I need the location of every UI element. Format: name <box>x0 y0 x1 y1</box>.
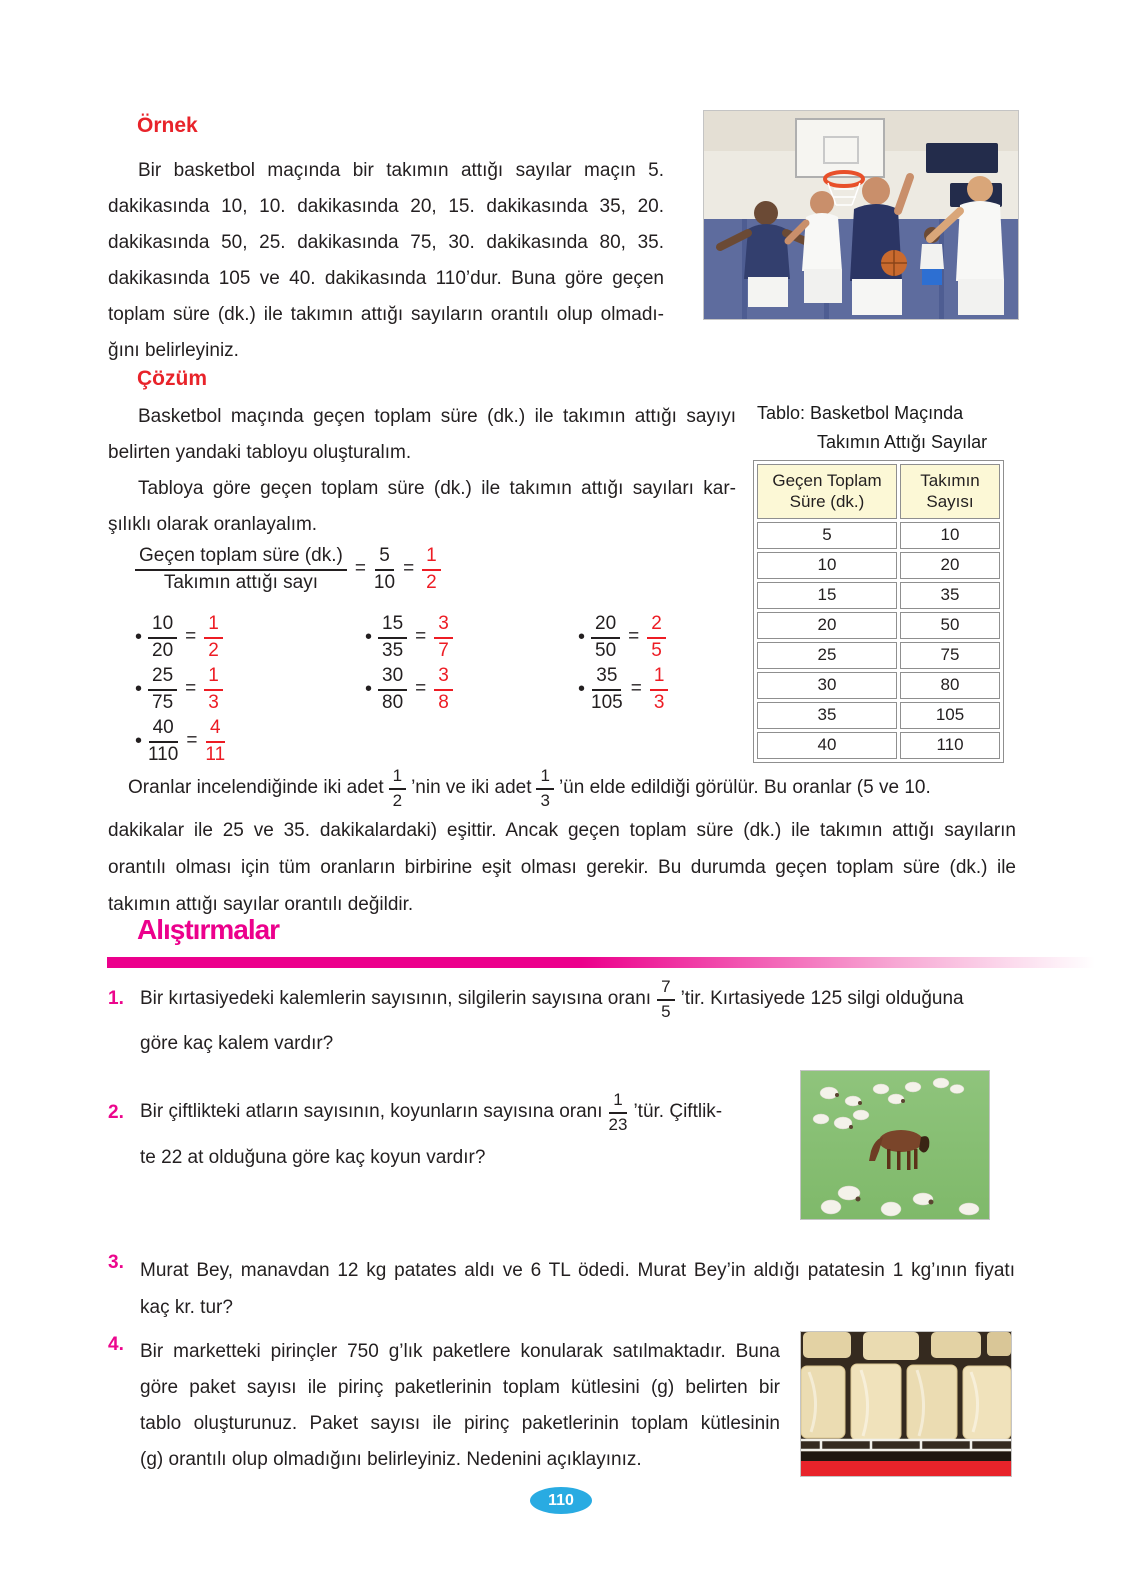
exercise3-line2: kaç kr. tur? <box>140 1297 233 1318</box>
exercise3 <box>140 1252 1015 1326</box>
numerator: 1 <box>204 666 223 691</box>
conclusion-line: dakikalar ile 25 ve 35. dakikalardaki) eşittir. Ancak geçen toplam süre (dk.) ile takımın attığı sayıların <box>108 820 1016 841</box>
numerator: 4 <box>206 718 225 743</box>
solution-line: Tabloya göre geçen toplam süre (dk.) ile takımın attığı sayıları kar- <box>138 478 736 499</box>
fraction <box>148 666 177 713</box>
fraction <box>378 666 407 713</box>
fraction <box>374 546 395 593</box>
exercise2-line1 <box>140 1088 840 1136</box>
header-text: Süre (dk.) <box>789 492 865 512</box>
exercises-divider-bar <box>107 957 1095 968</box>
fraction <box>591 666 623 713</box>
equals-sign: = <box>630 678 642 700</box>
exercise2-line2: te 22 at olduğuna göre kaç koyun vardır? <box>140 1147 486 1168</box>
numerator: 1 <box>650 666 669 691</box>
numerator: 3 <box>434 666 453 691</box>
basketball-score-table <box>753 460 1004 763</box>
fraction-result <box>205 718 225 765</box>
table-row <box>757 612 1000 639</box>
exercise4-number: 4. <box>108 1334 124 1355</box>
equals-sign: = <box>403 558 415 580</box>
exercise3-line1: Murat Bey, manavdan 12 kg patates aldı ve 6 TL ödedi. Murat Bey’in aldığı patatesin 1 kg’ının fiyatı <box>140 1260 1015 1281</box>
table-row <box>757 642 1000 669</box>
denominator: 11 <box>205 743 226 765</box>
cell: 5 <box>757 522 897 549</box>
table-row <box>757 672 1000 699</box>
denominator: 110 <box>148 743 179 765</box>
bullet-icon: • <box>135 677 143 700</box>
exercise1-line2: göre kaç kalem vardır? <box>140 1033 334 1054</box>
cell: 105 <box>900 702 1000 729</box>
denominator: 5 <box>651 639 662 661</box>
equals-sign: = <box>415 626 427 648</box>
ratio-label-fraction <box>135 546 347 593</box>
numerator: 40 <box>149 718 178 743</box>
cell: 80 <box>900 672 1000 699</box>
numerator: 10 <box>148 614 177 639</box>
denominator: 35 <box>382 639 404 661</box>
rice-packages-photo <box>800 1331 1012 1477</box>
solution-heading: Çözüm <box>137 367 207 390</box>
table-row <box>757 552 1000 579</box>
denominator: 23 <box>608 1114 628 1134</box>
denominator: 2 <box>208 639 219 661</box>
bullet-icon: • <box>135 625 143 648</box>
equals-sign: = <box>185 678 197 700</box>
exercises-heading: Alıştırmalar <box>137 914 280 945</box>
exercise-text: ’tir. Kırtasiyede 125 silgi olduğuna <box>680 988 964 1009</box>
example-heading: Örnek <box>137 114 198 137</box>
cell: 20 <box>757 612 897 639</box>
inline-fraction <box>389 767 406 810</box>
table-row <box>757 582 1000 609</box>
numerator: 1 <box>204 614 223 639</box>
cell: 15 <box>757 582 897 609</box>
fraction <box>148 614 177 661</box>
conclusion-text: ’nin ve iki adet <box>411 777 532 798</box>
exercise3-number: 3. <box>108 1252 124 1273</box>
exercise1-number: 1. <box>108 988 124 1009</box>
numerator: 7 <box>657 978 674 1001</box>
equals-sign: = <box>415 678 427 700</box>
numerator: 5 <box>375 546 394 571</box>
denominator: 50 <box>595 639 617 661</box>
numerator: 25 <box>148 666 177 691</box>
fraction-result <box>434 614 453 661</box>
numerator: 1 <box>536 767 553 790</box>
exercise4-line: (g) orantılı olup olmadığını belirleyiniz. Nedenini açıklayınız. <box>140 1449 642 1470</box>
page-number-badge <box>530 1487 592 1514</box>
exercise2 <box>140 1088 840 1176</box>
numerator: 3 <box>434 614 453 639</box>
cell: 10 <box>757 552 897 579</box>
table-header-col2 <box>900 464 1000 519</box>
exercise4-line: tablo oluşturunuz. Paket sayısı ile pirinç paketlerinin toplam kütlesinin <box>140 1413 780 1434</box>
pasture-illustration <box>801 1071 989 1219</box>
fraction-result <box>204 614 223 661</box>
bullet-icon: • <box>578 677 586 700</box>
basketball-match-illustration <box>704 111 1018 319</box>
ratio-item <box>578 666 668 713</box>
exercise2-number: 2. <box>108 1102 124 1123</box>
example-paragraph <box>108 153 664 369</box>
conclusion-line1 <box>108 764 1016 812</box>
cell: 110 <box>900 732 1000 759</box>
ratio-item <box>135 614 223 661</box>
denominator: 20 <box>152 639 174 661</box>
fraction-result <box>647 614 666 661</box>
example-line: dakikasında 105 ve 40. dakikasında 110’dur. Buna göre geçen <box>108 268 664 289</box>
exercise-text: ’tür. Çiftlik- <box>633 1101 723 1122</box>
exercise4 <box>140 1334 780 1478</box>
bullet-icon: • <box>365 625 373 648</box>
numerator: 20 <box>591 614 620 639</box>
bullet-icon: • <box>135 729 143 752</box>
ratio-item <box>578 614 666 661</box>
cell: 40 <box>757 732 897 759</box>
exercise-text: Bir çiftlikteki atların sayısının, koyunların sayısına oranı <box>140 1101 603 1122</box>
solution-paragraph <box>108 399 736 543</box>
denominator: 3 <box>540 790 550 810</box>
sheep-horse-pasture-photo <box>800 1070 990 1220</box>
numerator: 2 <box>647 614 666 639</box>
inline-fraction <box>536 767 553 810</box>
table-row <box>757 702 1000 729</box>
denominator: 2 <box>392 790 403 810</box>
conclusion-text: ’ün elde edildiği görülür. Bu oranlar (5 ve 10. <box>558 777 931 798</box>
solution-line: belirten yandaki tabloyu oluşturalım. <box>108 442 412 463</box>
exercise4-line: göre paket sayısı ile pirinç paketlerinin toplam kütlesini (g) belirten bir <box>140 1377 780 1398</box>
numerator: 1 <box>609 1091 626 1114</box>
denominator: 75 <box>152 691 174 713</box>
denominator: 105 <box>591 691 623 713</box>
numerator: 15 <box>378 614 407 639</box>
header-text: Takımın <box>920 471 980 490</box>
conclusion-paragraph <box>108 764 1016 923</box>
equals-sign: = <box>354 558 366 580</box>
denominator: 10 <box>373 571 396 593</box>
conclusion-line: orantılı olması için tüm oranların birbirine eşit olması gerekir. Bu durumda geçen toplam süre (dk.) ile <box>108 857 1016 878</box>
table-caption-line1: Tablo: Basketbol Maçında <box>757 403 964 423</box>
inline-fraction <box>657 978 674 1021</box>
bullet-icon: • <box>365 677 373 700</box>
numerator: 1 <box>389 767 406 790</box>
rice-bags-back-row <box>803 1332 1011 1360</box>
cell: 10 <box>900 522 1000 549</box>
example-line: ğını belirleyiniz. <box>108 340 239 361</box>
ratio-item <box>365 614 453 661</box>
shelf-price-strip <box>801 1461 1011 1476</box>
example-line: dakikasında 10, 10. dakikasında 20, 15. dakikasında 35, 20. <box>108 196 664 217</box>
equals-sign: = <box>185 626 197 648</box>
cell: 25 <box>757 642 897 669</box>
denominator: 80 <box>382 691 404 713</box>
numerator: 35 <box>592 666 621 691</box>
equals-sign: = <box>628 626 640 648</box>
header-text: Geçen Toplam <box>772 471 882 490</box>
ratio-label-bottom: Takımın attığı sayı <box>163 571 318 593</box>
denominator: 3 <box>208 691 219 713</box>
table-row <box>757 522 1000 549</box>
cell: 20 <box>900 552 1000 579</box>
exercise-text: Bir kırtasiyedeki kalemlerin sayısının, silgilerin sayısına oranı <box>140 988 652 1009</box>
solution-line: şılıklı olarak oranlayalım. <box>108 514 318 535</box>
example-line: dakikasında 50, 25. dakikasında 75, 30. dakikasında 80, 35. <box>108 232 664 253</box>
header-text: Sayısı <box>926 492 974 512</box>
exercise1-line1 <box>140 976 1018 1022</box>
cell: 35 <box>757 702 897 729</box>
ratio-item <box>135 666 223 713</box>
inline-fraction <box>609 1091 628 1134</box>
example-line: Bir basketbol maçında bir takımın attığı sayılar maçın 5. <box>138 160 664 181</box>
fraction <box>148 718 178 765</box>
exercise1 <box>140 976 1018 1062</box>
basketball-match-photo <box>703 110 1019 320</box>
solution-line: Basketbol maçında geçen toplam süre (dk.) ile takımın attığı sayıyı <box>138 406 736 427</box>
table-row <box>757 732 1000 759</box>
ratio-item <box>365 666 453 713</box>
denominator: 2 <box>426 571 437 593</box>
denominator: 8 <box>438 691 449 713</box>
example-line: toplam süre (dk.) ile takımın attığı sayıların orantılı olup olmadı- <box>108 304 664 325</box>
fraction-result <box>650 666 669 713</box>
conclusion-line: takımın attığı sayılar orantılı değildir. <box>108 894 414 915</box>
table-caption-line2: Takımın Attığı Sayılar <box>817 432 988 452</box>
cell: 75 <box>900 642 1000 669</box>
conclusion-text: Oranlar incelendiğinde iki adet <box>128 777 384 798</box>
numerator: 30 <box>378 666 407 691</box>
rice-packages-illustration <box>801 1332 1011 1476</box>
exercise4-line: Bir marketteki pirinçler 750 g’lık paketlere konularak satılmaktadır. Buna <box>140 1341 780 1362</box>
ratio-label-top: Geçen toplam süre (dk.) <box>135 546 347 571</box>
main-ratio <box>135 546 441 593</box>
fraction <box>591 614 620 661</box>
denominator: 3 <box>653 691 665 713</box>
cell: 35 <box>900 582 1000 609</box>
page-number: 110 <box>548 1491 574 1509</box>
denominator: 5 <box>661 1001 671 1021</box>
fraction <box>378 614 407 661</box>
cell: 30 <box>757 672 897 699</box>
ratio-item <box>135 718 225 765</box>
table-header-col1 <box>757 464 897 519</box>
bullet-icon: • <box>578 625 586 648</box>
equals-sign: = <box>186 730 198 752</box>
denominator: 7 <box>438 639 449 661</box>
fraction-result <box>204 666 223 713</box>
fraction-result <box>434 666 453 713</box>
cell: 50 <box>900 612 1000 639</box>
numerator: 1 <box>422 546 441 571</box>
fraction-result <box>422 546 441 593</box>
